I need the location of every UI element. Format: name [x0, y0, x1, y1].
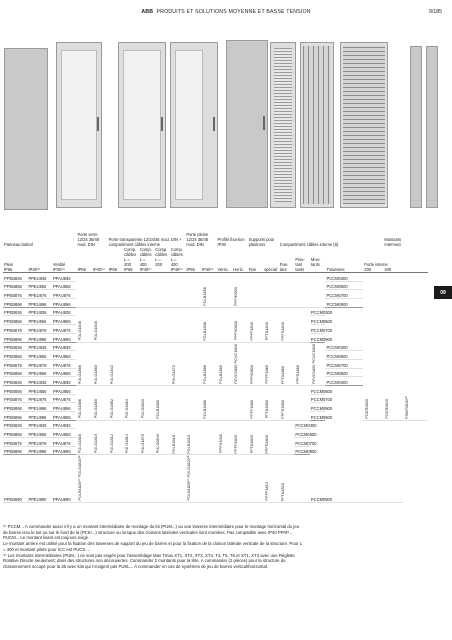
row-cell: PCCM0300 — [325, 377, 363, 386]
row-cell: PPAU836 — [52, 342, 77, 351]
vert-code: PPFH0500 — [233, 286, 239, 306]
section-tab: 09 — [434, 286, 452, 299]
code-g: IP65 — [108, 267, 117, 272]
vert-code: PPFS1880 — [279, 399, 285, 419]
vert-code: PPFS1800 — [264, 434, 270, 454]
vert-code: PDLG1810 — [93, 434, 98, 454]
row-cell: PPAU856 — [52, 385, 77, 394]
row-cell: PCCM0900 — [310, 403, 326, 412]
header-title: PRODUITS ET SOLUTIONS MOYENNE ET BASSE TENSION — [156, 9, 311, 15]
footnote: PUCM... Le montant lisant est toujours exigé. — [3, 535, 90, 541]
row-cell: PPEB876 — [3, 438, 27, 447]
row-cell: PCCM0900 — [310, 412, 326, 421]
row-cell: PCCM0700 — [325, 290, 363, 299]
row-cell: PPEU896 — [27, 412, 51, 421]
vert-code: PCVC1600 PCVC1800 — [310, 343, 316, 384]
row-cell: PPEB836 — [3, 273, 27, 282]
row-cell: PPEB856 — [3, 281, 27, 290]
row-cell: PPEB856 — [3, 429, 27, 438]
code-l: IP40⁽¹⁾ — [201, 267, 214, 272]
footnote: Le montant arrière est utilisé pour la fixation des traverses de support du jeu de barres et pour la fixation de la cloison latérale verticale de la structure. Pour L = 400 et montant pilote pour ICC est PUCS.... — [3, 541, 302, 552]
transparent-door-image — [118, 42, 166, 208]
code-a: IP65 — [4, 267, 13, 272]
vert-code: PPFS1860 — [295, 365, 301, 384]
code-l200: 200 — [364, 267, 372, 272]
row-cell: PPEB876 — [3, 359, 27, 368]
row-cell: PCCM0500 — [310, 316, 326, 325]
row-cell: PPEB896 — [3, 333, 27, 342]
vert-code: PDI G1864 — [124, 399, 130, 419]
row-cell: PCCM0500 — [310, 385, 326, 394]
vert-code: PDLB1856 — [201, 286, 207, 306]
subhead-comp2: Comp. câbles L = 400 — [139, 247, 152, 267]
row-cell: PPAU896 — [52, 446, 77, 455]
vert-code: PFTA1840 — [264, 322, 270, 341]
vert-code: PDLB1818 — [170, 434, 176, 454]
row-cell: PCCM0700 — [310, 394, 326, 403]
row-cell: PPEB896 — [3, 403, 27, 412]
row-cell: PPEB896 — [3, 412, 27, 421]
row-cell: PPEU856 — [27, 368, 51, 377]
row-cell: PPAU856 — [52, 281, 77, 290]
vert-code: PDLB1880 — [155, 399, 161, 419]
code-e: IP65 — [77, 267, 86, 272]
row-cell: PPAU836 — [52, 273, 77, 282]
row-cell: PPAU876 — [52, 325, 77, 334]
code-f: IP40⁽¹⁾ — [93, 267, 105, 272]
row-cell: PPAU836 — [52, 377, 77, 386]
side-panel-image — [4, 48, 48, 210]
code-special: spécial — [264, 267, 277, 272]
vert-code: PPFF1840 — [248, 321, 254, 341]
vert-code: PDLG1846 — [77, 321, 83, 341]
footnotes — [3, 524, 303, 570]
row-cell: PPAU890 — [52, 455, 77, 503]
row-cell: PPEU856 — [27, 281, 51, 290]
vert-code: PDI G1814 — [124, 434, 130, 454]
fixing-profile-image — [270, 42, 296, 208]
vert-code: PCVC1600 PCVC1800 — [233, 343, 239, 384]
row-cell: PPEU856 — [27, 316, 51, 325]
row-cell: PPEB856 — [3, 316, 27, 325]
table-row — [3, 273, 428, 282]
row-cell: PPEU876 — [27, 438, 51, 447]
vert-code: PDLB1886 — [201, 399, 207, 419]
row-cell: PPEB856 — [3, 385, 27, 394]
row-cell: PPEU856 — [27, 385, 51, 394]
row-cell: PCCM0900 — [325, 299, 363, 308]
row-cell: PCCM0500 — [325, 281, 363, 290]
subhead-fixe: Fixe — [279, 262, 288, 267]
row-cell: PPEB890 — [3, 455, 27, 503]
transparent-door-compartment-image — [170, 42, 218, 208]
row-cell: PPEU836 — [27, 273, 51, 282]
vert-code: PDLB1836 — [201, 321, 207, 341]
row-cell: PPEB876 — [3, 394, 27, 403]
row-cell: PPAU876 — [52, 290, 77, 299]
subhead-ventile: Ventilé — [52, 262, 66, 267]
col-title-uprights: Montants Intermed. — [384, 237, 402, 247]
row-cell: PPEU896 — [27, 446, 51, 455]
footnote: ⁽¹⁾ PCCM... A commander aussi s'il y a un montant intermédiaire de montage du kit (PUM...) ou une traverse intermédiaire pour le montage horizontal du jeu de barres issu le toit ou sur le fond de la (PCK/...) structure ou lorsque des cloisons latérales verticales sont montées. Pas compatible avec IP40 PPAP... — [3, 524, 299, 535]
row-cell: PCCM0700 — [294, 438, 310, 447]
vert-code: PPFF1800 — [233, 434, 239, 454]
subhead-montants: Mon-tants — [310, 257, 321, 267]
row-cell: PPEU856 — [27, 351, 51, 360]
vert-code: PDLG1860 — [93, 364, 98, 384]
col-title-side-panel: Panneau latéral — [4, 242, 33, 247]
code-tant: tant — [279, 267, 287, 272]
code-h: IP65 — [124, 267, 133, 272]
row-cell: PPAU876 — [52, 394, 77, 403]
code-l400: 400 — [384, 267, 392, 272]
vert-code: PDCR0840 — [384, 399, 390, 419]
row-cell: PPAU876 — [52, 359, 77, 368]
row-cell: PPAU896 — [52, 403, 77, 412]
row-cell: PPEU896 — [27, 333, 51, 342]
row-cell: PPAU896 — [52, 299, 77, 308]
vert-code: PDLG1872 — [170, 364, 176, 384]
row-cell: PCCM0900 — [310, 333, 326, 342]
row-cell: PPAU856 — [52, 368, 77, 377]
row-cell: PCCM0900 — [294, 446, 310, 455]
cable-compartment-image — [340, 42, 388, 208]
col-title-supports: Supports pour plastrons — [248, 237, 275, 247]
code-j: IP40⁽¹⁾ — [170, 267, 183, 272]
row-cell: PPEB896 — [3, 299, 27, 308]
vert-code: PDLG1812 — [108, 434, 114, 454]
row-cell: PPEB836 — [3, 307, 27, 316]
row-cell: PCCM0300 — [310, 307, 326, 316]
vert-code: PDLG1816 — [77, 434, 83, 454]
subhead-comp4: Comp. câbles L = 400 — [170, 247, 183, 267]
vert-code: PDLB1820⁽²⁾ PDLG1820⁽²⁾ — [77, 455, 83, 502]
row-cell: PPEB896 — [3, 446, 27, 455]
row-cell: PPAU836 — [52, 420, 77, 429]
vert-code: PSWT0830⁽³⁾ — [404, 395, 410, 419]
glass-door-image — [56, 42, 102, 208]
vert-code: PPFH0800 — [248, 364, 254, 384]
row-cell: PCCM0300 — [294, 420, 310, 429]
row-cell: PPAU856 — [52, 429, 77, 438]
vert-code: PFTA1860 — [279, 365, 285, 384]
row-cell: PPEB876 — [3, 325, 27, 334]
code-horiz: Horiz. — [233, 267, 244, 272]
footnote: ⁽²⁾ Les montants intermédiaires (PUM...) ne sont pas exigés pour l'assemblage Max Tmax XT1, XT2, XT3, XT4, T4, T5, T6 et XT1, XT3 avec une Réglette Rotative Directe seulement; dans des structures non découvertes. Commander 2 montants pour la tête. A commander (2 pièces) pour la structure du cloisonnement occupé pour la 35 avec kits qui n'exigent pas PUKL... A commander en cas de systèmes de jeu de barres vertical/horizontal. — [3, 552, 295, 569]
vert-code: PPFF1812 — [264, 482, 270, 502]
vert-code: PDLG0640 — [155, 434, 161, 454]
row-cell: PCCM0500 — [325, 351, 363, 360]
row-cell: PPEB836 — [3, 377, 27, 386]
vert-code: PPFF1860 — [264, 365, 270, 384]
col-title-glass-door: Porte verre 12/24 36/48 mod. DIN — [77, 232, 100, 247]
row-cell: PPEU836 — [27, 307, 51, 316]
vert-code: PDLB1860 — [217, 365, 223, 384]
row-cell: PPEU876 — [27, 394, 51, 403]
row-cell: PPEU896 — [27, 403, 51, 412]
row-cell: PPAU896 — [52, 412, 77, 421]
row-cell: PPAU876 — [52, 438, 77, 447]
col-title-fixing-profile: Profilé fixa-tion IP30 — [217, 237, 245, 247]
row-cell: PPEU876 — [27, 325, 51, 334]
table-row — [3, 455, 428, 503]
col-titles-row — [3, 232, 428, 247]
vert-code: PPFH0600 — [233, 321, 239, 341]
vert-code: PDLB1820⁽²⁾ PDLG1820⁽²⁾ — [186, 455, 192, 502]
header-title-line — [0, 9, 452, 15]
row-cell: PCCM0700 — [310, 325, 326, 334]
vert-code: PDLG0620 — [139, 399, 145, 419]
row-cell: PPEU896 — [27, 299, 51, 308]
vert-code: PFTA1823 — [279, 482, 285, 502]
subhead-pivot: Pivo-tant — [295, 257, 305, 267]
product-illustrations — [0, 36, 452, 216]
row-cell: PPEU876 — [27, 290, 51, 299]
col-subheads-row — [3, 247, 428, 267]
code-tants: tants — [295, 267, 305, 272]
vert-code: PDCR0820 — [364, 399, 370, 419]
row-cell: PCCM0500 — [325, 368, 363, 377]
code-k: IP65 — [186, 267, 195, 272]
code-i: IP40⁽¹⁾ — [139, 267, 152, 272]
vert-code: PDLB1810 — [186, 434, 192, 454]
row-cell: PPEU856 — [27, 429, 51, 438]
vert-code: PPFS1840 — [279, 321, 285, 341]
vert-code: PDLG1840 — [93, 321, 98, 341]
intermediate-upright-image — [410, 46, 422, 208]
row-cell: PPEB836 — [3, 342, 27, 351]
subhead-comp1: Comp. câbles L = 200 — [124, 247, 137, 267]
code-traverses: Traverses — [326, 267, 345, 272]
col-title-transparent-door: Porte transparente 12/24/36 mod. DIN + compartiment câbles interne — [108, 237, 182, 247]
row-cell: PPAU896 — [52, 333, 77, 342]
row-cell: PPEB856 — [3, 368, 27, 377]
vert-code: PDLG1880 — [93, 399, 98, 419]
row-cell: PCCM0900 — [310, 455, 326, 503]
row-cell: PPEU836 — [27, 342, 51, 351]
row-cell: PPAU856 — [52, 316, 77, 325]
code-b: IP30⁽¹⁾ — [28, 267, 41, 272]
solid-door-image — [226, 40, 268, 208]
vert-code: PFTA1880 — [264, 400, 270, 419]
row-cell: PPEU890 — [27, 455, 51, 503]
row-cell: PPEB856 — [3, 351, 27, 360]
vert-code: PPFF1880 — [248, 400, 254, 419]
row-cell: PPEU836 — [27, 377, 51, 386]
row-cell: PPEB836 — [3, 420, 27, 429]
subhead-comp3: Comp. câbles L = 200 — [155, 247, 168, 267]
vert-code: PDLB1866 — [201, 365, 207, 384]
page-header — [0, 9, 452, 19]
vert-code: PDLG1886 — [77, 399, 83, 419]
row-cell: PCCM0700 — [325, 359, 363, 368]
vert-code: PDLG1866 — [77, 364, 83, 384]
page-number: 9/185 — [429, 9, 442, 15]
product-table — [3, 232, 428, 503]
col-title-solid-door: Porte pleine 12/24 36/48 mod. DIN — [186, 232, 209, 247]
row-cell: PPAU856 — [52, 351, 77, 360]
vert-code: PPFH1000 — [217, 434, 223, 454]
front-support-image — [300, 42, 334, 208]
table-row — [3, 420, 428, 429]
vert-code: PFTA1800 — [248, 435, 254, 454]
vert-code: PDLG1862 — [108, 399, 114, 419]
row-cell: PPAU836 — [52, 307, 77, 316]
subhead-plein: Plein — [4, 262, 14, 267]
row-cell: PCCM0500 — [294, 429, 310, 438]
code-vertic: Vertic. — [217, 267, 229, 272]
row-cell: PPEU876 — [27, 359, 51, 368]
row-cell: PPEB876 — [3, 290, 27, 299]
row-cell: PCCM0300 — [325, 273, 363, 282]
subhead-porte-interne: Porte interne — [364, 262, 388, 267]
row-cell: PCCM0300 — [325, 342, 363, 351]
vert-code: PDLG1842 — [108, 364, 114, 384]
col-title-cable-compartment: Compartiment câbles interne (8) — [279, 242, 339, 247]
brand-name: ABB — [141, 9, 154, 15]
vert-code: PDLG1870 — [139, 434, 145, 454]
row-cell: PPEU836 — [27, 420, 51, 429]
code-d: IP30⁽¹⁾ — [52, 267, 65, 272]
code-fixe: Fixe — [248, 267, 257, 272]
intermediate-upright-image-2 — [426, 46, 438, 208]
